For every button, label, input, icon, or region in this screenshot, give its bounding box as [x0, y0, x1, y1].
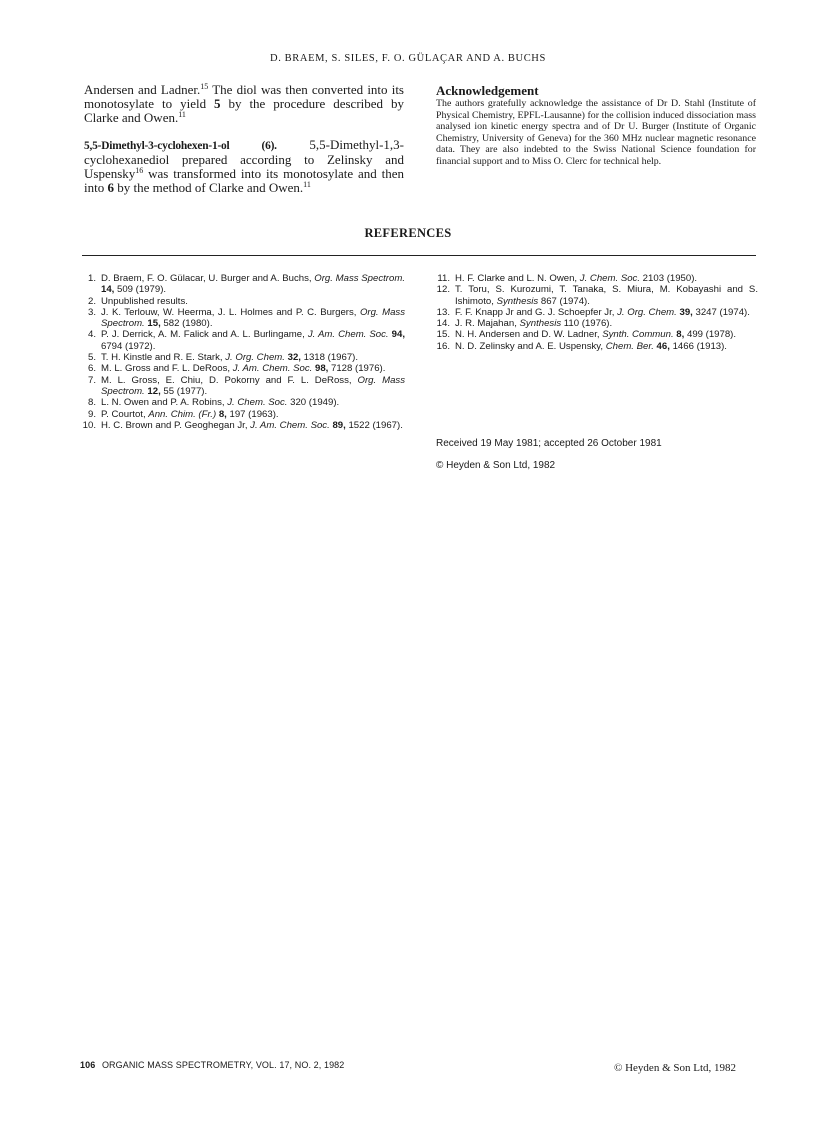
reference-item: [434, 284, 758, 307]
reference-text: [101, 409, 405, 420]
body-paragraph: [84, 138, 404, 196]
reference-item: [434, 341, 758, 352]
reference-authors: M. L. Gross and F. L. DeRoos,: [101, 363, 233, 375]
reference-text: [101, 296, 405, 307]
reference-text: [455, 307, 758, 318]
journal-name: Synthesis: [496, 295, 539, 307]
journal-name: Org. Mass Spectrom.: [314, 273, 405, 284]
reference-authors: M. L. Gross, E. Chiu, D. Pokorny and F. L. DeRoss,: [101, 374, 358, 386]
reference-number: 16.: [436, 340, 450, 352]
reference-number: 4.: [87, 329, 96, 341]
volume-number: 89,: [329, 419, 346, 431]
reference-pages-year: 197 (1963).: [226, 408, 279, 420]
reference-authors: P. Courtot,: [101, 408, 149, 420]
reference-item: [80, 329, 405, 352]
reference-number: 13.: [436, 306, 450, 318]
reference-authors: N. H. Andersen and D. W. Ladner,: [455, 329, 603, 341]
body-text: by the procedure described by Clarke and Owen.: [84, 96, 404, 126]
body-text: Andersen and Ladner.: [84, 82, 201, 97]
reference-item: [80, 375, 405, 398]
reference-item: [434, 307, 758, 318]
reference-authors: L. N. Owen and P. A. Robins,: [101, 397, 228, 409]
acknowledgement-text: The authors gratefully acknowledge the assistance of Dr D. Stahl (Institute of Physical Chemistry, EPFL-Lausanne) for the collision induced dissociation mass analysed ion kinetic energy spectra and of Dr U. Burger (Institute of Organic Chemistry, University of Geneva) for the 360 MHz nuclear magnetic resonance data. They are also indebted to the Swiss National Science foundation for financial support and to Miss O. Clerc for technical help.: [436, 98, 756, 167]
reference-text: [455, 284, 758, 307]
copyright-notice: © Heyden & Son Ltd, 1982: [436, 460, 556, 471]
volume-number: 8,: [216, 408, 227, 420]
reference-item: [80, 307, 405, 330]
compound-number: 6: [107, 180, 114, 196]
reference-authors: N. D. Zelinsky and A. E. Uspensky,: [455, 340, 606, 352]
reference-pages-year: 3247 (1974).: [692, 306, 750, 318]
journal-name: Synth. Commun.: [602, 329, 674, 341]
journal-name: J. Chem. Soc.: [579, 273, 641, 284]
footer-copyright: © Heyden & Son Ltd, 1982: [614, 1062, 737, 1074]
page-number: 106: [80, 1060, 96, 1070]
journal-name: J. Am. Chem. Soc.: [250, 419, 330, 431]
reference-number: 1.: [87, 273, 96, 284]
reference-authors: D. Braem, F. O. Gülacar, U. Burger and A. Buchs,: [101, 273, 315, 284]
reference-text: [455, 341, 758, 352]
body-text-column: [84, 83, 404, 207]
reference-item: [434, 329, 758, 340]
citation-superscript: 11: [303, 180, 311, 190]
reference-item: [80, 352, 405, 363]
citation-superscript: 15: [200, 82, 209, 91]
reference-item: [80, 363, 405, 374]
reference-item: [80, 273, 405, 296]
reference-number: 10.: [82, 419, 96, 431]
reference-text: [101, 420, 405, 431]
volume-number: 14,: [101, 284, 115, 296]
reference-text: [101, 307, 405, 330]
compound-number: 5: [214, 96, 221, 112]
reference-text: [101, 363, 405, 374]
reference-text: [455, 273, 758, 284]
reference-text: [101, 352, 405, 363]
volume-number: 8,: [673, 329, 685, 341]
reference-authors: T. H. Kinstle and R. E. Stark,: [101, 352, 226, 364]
reference-pages-year: 867 (1974).: [538, 295, 590, 307]
reference-number: 15.: [436, 329, 450, 341]
reference-pages-year: 6794 (1972).: [101, 340, 156, 352]
body-text: by the method of Clarke and Owen.: [113, 180, 304, 196]
volume-number: 46,: [653, 340, 670, 352]
reference-list-left: [80, 273, 405, 431]
reference-pages-year: 1522 (1967).: [345, 419, 403, 431]
reference-text: [101, 397, 405, 408]
reference-number: 12.: [436, 284, 450, 296]
reference-number: 11.: [437, 273, 450, 284]
references-heading: REFERENCES: [364, 226, 452, 240]
reference-authors: J. K. Terlouw, W. Heerma, J. L. Holmes and P. C. Burgers,: [101, 306, 360, 318]
reference-text: [101, 273, 405, 296]
reference-number: 7.: [87, 374, 96, 386]
reference-text: [101, 375, 405, 398]
reference-pages-year: 1466 (1913).: [669, 340, 727, 352]
body-text: 5,5-Dimethyl-1,3-cyclohexanediol prepared according to Zelinsky and Uspensky: [84, 136, 404, 182]
volume-number: 15,: [144, 318, 161, 330]
citation-superscript: 11: [178, 110, 186, 120]
reference-list-right: [434, 273, 758, 352]
body-paragraph: [84, 83, 404, 126]
reference-pages-year: 7128 (1976).: [328, 363, 386, 375]
journal-name: J. Org. Chem.: [617, 306, 677, 318]
reference-text: [455, 318, 758, 329]
received-dates: Received 19 May 1981; accepted 26 October 1981: [436, 438, 662, 449]
reference-number: 9.: [87, 408, 96, 420]
reference-item: [434, 318, 758, 329]
reference-item: [434, 273, 758, 284]
acknowledgement-heading: Acknowledgement: [436, 83, 539, 98]
reference-pages-year: 320 (1949).: [287, 397, 340, 409]
volume-number: 94,: [388, 329, 405, 341]
journal-citation: ORGANIC MASS SPECTROMETRY, VOL. 17, NO. 2, 1982: [101, 1060, 345, 1070]
running-head: D. BRAEM, S. SILES, F. O. GÜLAÇAR AND A. BUCHS: [270, 53, 546, 64]
reference-item: [80, 420, 405, 431]
journal-name: Org. Mass Spectrom.: [101, 374, 405, 397]
volume-number: 12,: [144, 385, 161, 397]
journal-name: Synthesis: [519, 318, 562, 330]
reference-pages-year: 499 (1978).: [684, 329, 737, 341]
reference-authors: H. F. Clarke and L. N. Owen,: [455, 273, 580, 284]
journal-name: Chem. Ber.: [605, 340, 654, 352]
reference-authors: T. Toru, S. Kurozumi, T. Tanaka, S. Miura, M. Kobayashi and S. Ishimoto,: [455, 284, 758, 307]
reference-number: 2.: [87, 295, 96, 307]
body-text: was transformed into its monotosylate and then into: [84, 166, 404, 196]
reference-pages-year: 55 (1977).: [160, 385, 208, 397]
volume-number: 39,: [676, 306, 693, 318]
journal-name: J. Am. Chem. Soc.: [232, 363, 313, 375]
reference-number: 3.: [87, 306, 96, 318]
reference-pages-year: 582 (1980).: [160, 318, 213, 330]
reference-authors: J. R. Majahan,: [455, 318, 520, 330]
reference-pages-year: 1318 (1967).: [300, 352, 359, 364]
run-in-heading: 5,5-Dimethyl-3-cyclohexen-1-ol (6).: [84, 139, 277, 152]
reference-item: [80, 409, 405, 420]
reference-pages-year: 509 (1979).: [114, 284, 167, 296]
reference-authors: F. F. Knapp Jr and G. J. Schoepfer Jr,: [455, 306, 618, 318]
reference-item: [80, 397, 405, 408]
volume-number: 32,: [284, 352, 301, 364]
volume-number: 98,: [312, 363, 329, 375]
horizontal-rule: [82, 255, 756, 256]
reference-pages-year: 2103 (1950).: [640, 273, 698, 284]
reference-text: [101, 329, 405, 352]
reference-pages-year: 110 (1976).: [561, 318, 613, 330]
journal-name: Org. Mass Spectrom.: [101, 306, 405, 330]
reference-number: 5.: [87, 352, 96, 364]
journal-name: J. Org. Chem.: [225, 352, 285, 364]
reference-number: 8.: [87, 397, 96, 409]
body-text: The diol was then converted into its monotosylate to yield: [84, 82, 404, 112]
acknowledgement-section: [436, 83, 756, 168]
reference-authors: P. J. Derrick, A. M. Falick and A. L. Burlingame,: [101, 329, 308, 341]
journal-name: J. Am. Chem. Soc.: [307, 329, 389, 341]
reference-item: [80, 296, 405, 307]
journal-name: Ann. Chim. (Fr.): [148, 408, 217, 420]
reference-authors: Unpublished results.: [101, 295, 188, 307]
reference-number: 6.: [87, 363, 96, 375]
reference-authors: H. C. Brown and P. Geoghegan Jr,: [101, 419, 251, 431]
page-footer: [80, 1060, 344, 1070]
reference-text: [455, 329, 758, 340]
reference-number: 14.: [436, 318, 450, 330]
citation-superscript: 16: [135, 166, 144, 176]
journal-name: J. Chem. Soc.: [227, 397, 288, 409]
